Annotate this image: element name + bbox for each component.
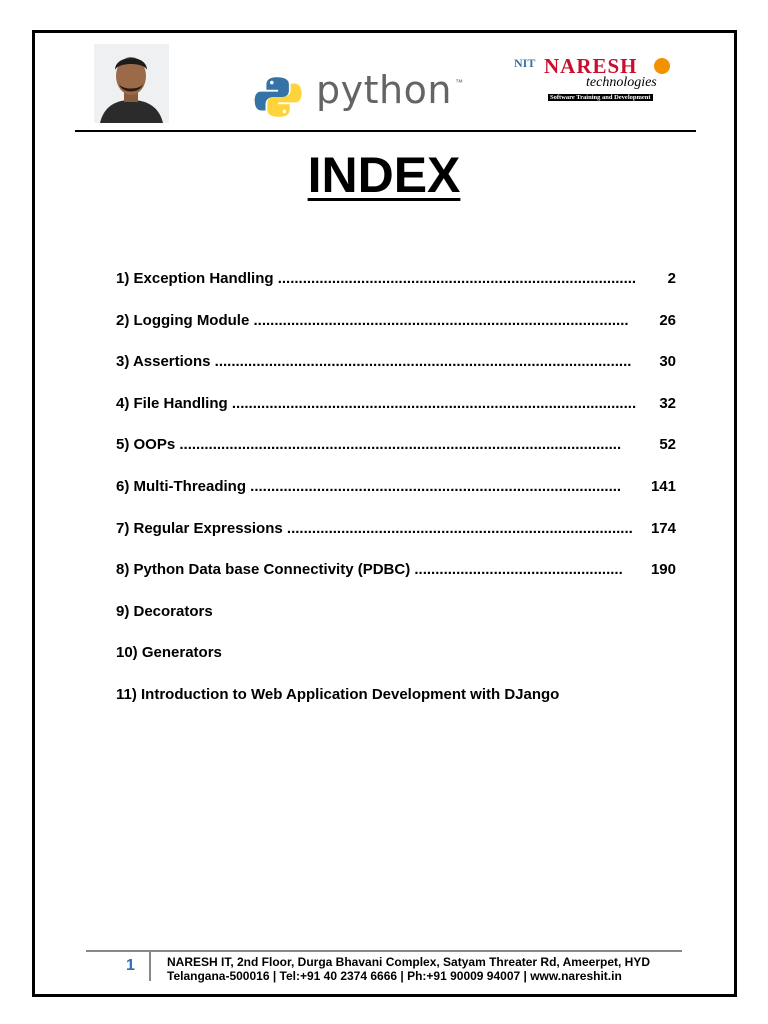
page-title: INDEX: [307, 147, 461, 203]
index-entry-leader: ......................................................................................: [277, 270, 637, 287]
footer-separator: [149, 951, 151, 981]
page-number: 1: [126, 957, 135, 974]
naresh-wordmark: NARESH: [544, 54, 638, 78]
footer-address: [167, 955, 650, 983]
index-entry: [116, 644, 676, 686]
index-entry: [116, 395, 676, 437]
footer-divider: [86, 950, 682, 952]
index-entry-leader: ..........................................................................................................: [179, 436, 622, 454]
index-entry: [116, 270, 676, 312]
index-entry-leader: ...................................................................................: [286, 519, 633, 537]
index-entry: [116, 436, 676, 478]
naresh-i-icon: [654, 58, 670, 74]
index-entry-label: 6) Multi-Threading: [116, 477, 246, 495]
index-entry-leader: .................................................................................................: [231, 394, 637, 412]
index-entry-label: 4) File Handling: [116, 394, 228, 412]
python-trademark: ™: [455, 78, 463, 87]
index-entry-label: 11) Introduction to Web Application Development with DJango: [116, 685, 560, 703]
header-divider: [75, 130, 696, 132]
python-logo-icon: [252, 72, 306, 122]
naresh-logo: [514, 50, 694, 104]
index-entry-page: 190: [647, 561, 676, 578]
index-entry-page: 174: [647, 520, 676, 537]
index-entry-page: 52: [655, 436, 676, 453]
index-entry: [116, 478, 676, 520]
index-entry-leader: .........................................................................................: [250, 477, 622, 495]
footer-line-2: Telangana-500016 | Tel:+91 40 2374 6666 | Ph:+91 90009 94007 | www.nareshit.in: [167, 969, 622, 983]
index-entry-page: 26: [655, 312, 676, 329]
nit-mark: NIT: [514, 56, 536, 70]
index-entry-page: 32: [655, 395, 676, 412]
author-photo: [94, 44, 169, 123]
technologies-wordmark: technologies: [586, 75, 657, 90]
index-entry-label: 10) Generators: [116, 644, 222, 662]
index-entry-label: 8) Python Data base Connectivity (PDBC): [116, 561, 411, 579]
index-entry: [116, 312, 676, 354]
naresh-tagline: Software Training and Development: [550, 94, 651, 101]
index-entry: [116, 353, 676, 395]
index-entry-label: 5) OOPs: [116, 436, 176, 454]
index-entry-label: 3) Assertions: [116, 353, 211, 371]
index-entry-leader: ..........................................................................................: [253, 311, 629, 329]
index-entry-label: 2) Logging Module: [116, 311, 250, 329]
index-entry-page: 2: [664, 270, 676, 287]
index-list: [116, 270, 676, 728]
index-entry-leader: ..................................................: [414, 561, 623, 579]
index-entry-leader: ....................................................................................................: [214, 353, 632, 371]
index-entry-page: 141: [647, 478, 676, 495]
index-entry: [116, 520, 676, 562]
index-entry-label: 9) Decorators: [116, 602, 213, 620]
index-entry: [116, 603, 676, 645]
index-entry-label: 7) Regular Expressions: [116, 519, 283, 537]
footer-line-1: NARESH IT, 2nd Floor, Durga Bhavani Complex, Satyam Threater Rd, Ameerpet, HYD: [167, 955, 650, 969]
index-entry: [116, 561, 676, 603]
index-entry: [116, 686, 676, 728]
python-wordmark: python: [316, 68, 452, 112]
index-entry-label: 1) Exception Handling: [116, 270, 274, 287]
index-entry-page: 30: [655, 353, 676, 370]
